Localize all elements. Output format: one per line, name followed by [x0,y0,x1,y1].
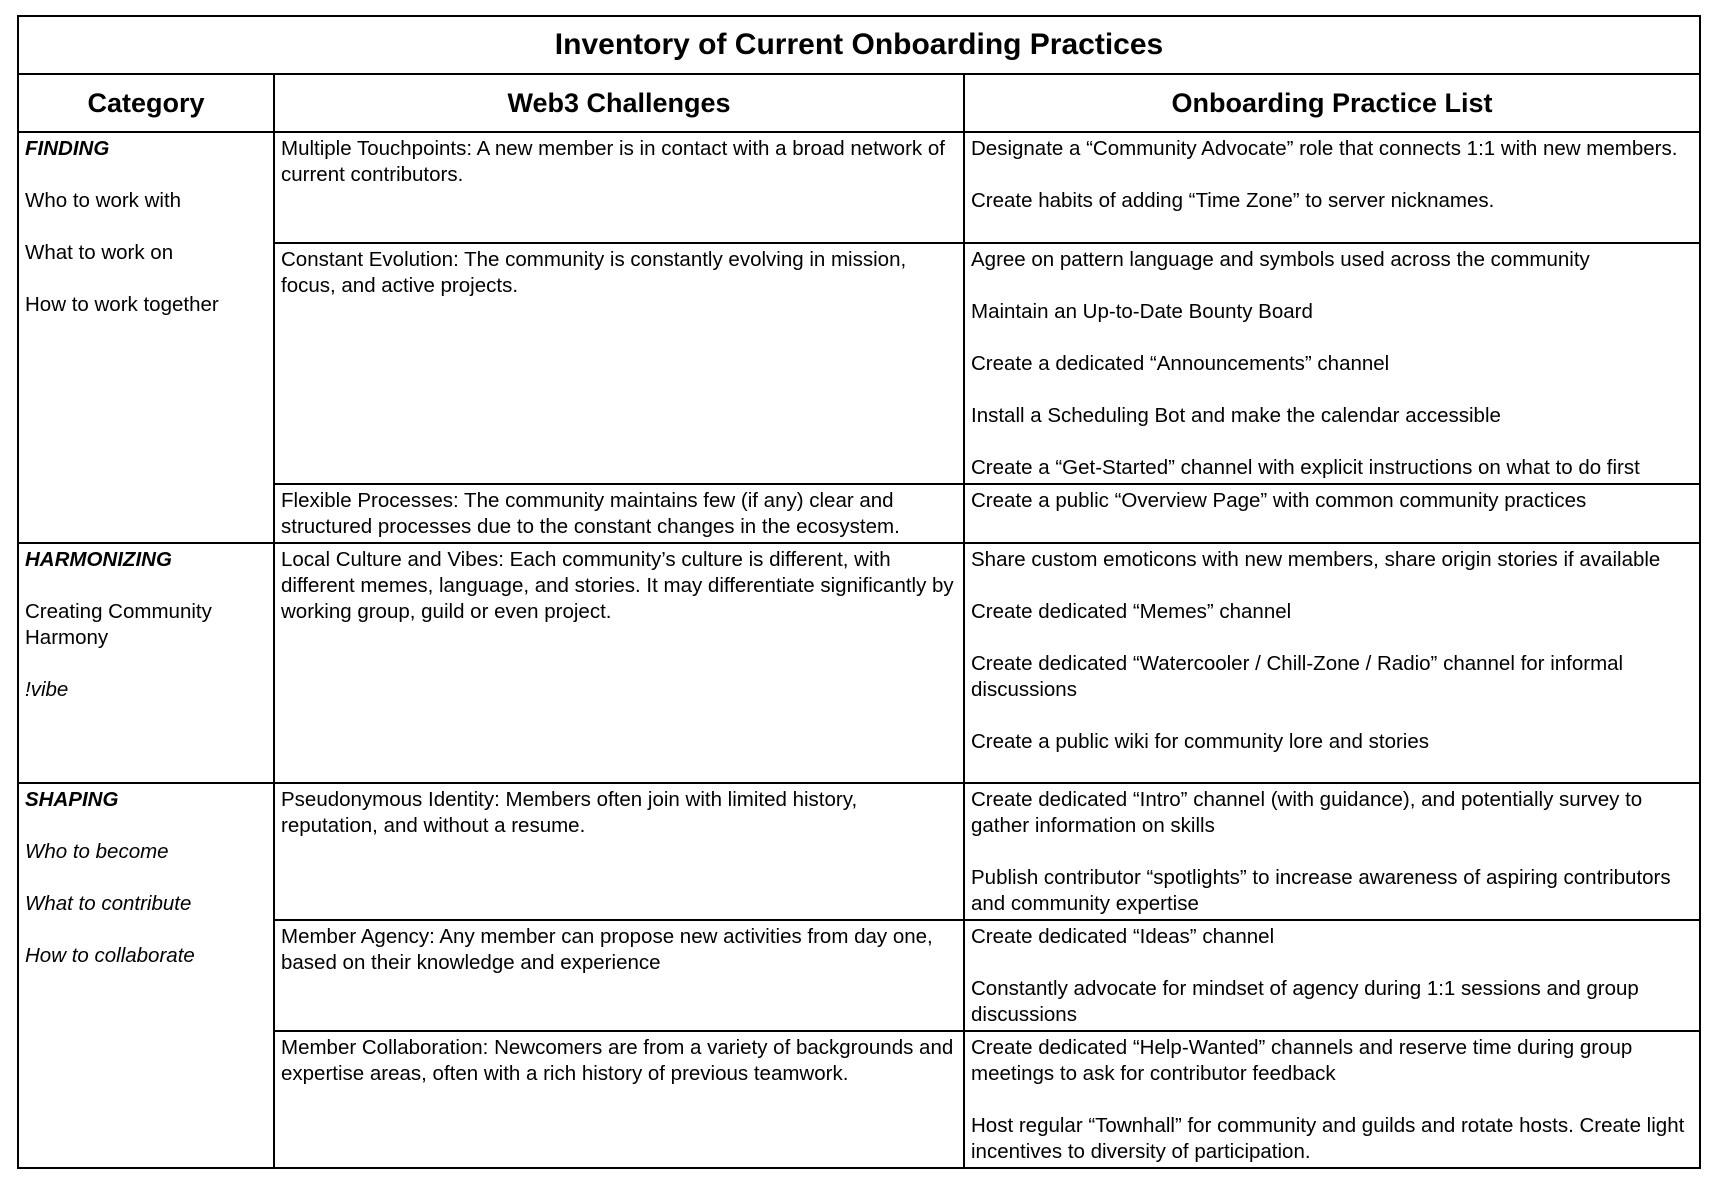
table-title: Inventory of Current Onboarding Practices [18,16,1700,74]
practice-cell [964,132,1700,243]
practice-cell [964,920,1700,1031]
practice-item: Designate a “Community Advocate” role that connects 1:1 with new members. [971,137,1678,160]
practice-item: Create dedicated “Intro” channel (with guidance), and potentially survey to gather information on skills [971,788,1643,837]
header-category: Category [18,74,274,132]
practice-cell [964,484,1700,543]
category-title: FINDING [25,137,110,160]
practice-cell [964,783,1700,920]
practice-cell [964,1031,1700,1168]
challenge-cell: Constant Evolution: The community is constantly evolving in mission, focus, and active projects. [274,243,964,484]
category-cell-finding [18,132,274,543]
practice-item: Create a “Get-Started” channel with explicit instructions on what to do first [971,456,1640,479]
category-item: What to work on [25,241,174,264]
header-web3-challenges: Web3 Challenges [274,74,964,132]
practice-item: Create dedicated “Ideas” channel [971,925,1275,948]
category-item: How to work together [25,293,219,316]
practice-cell [964,543,1700,783]
practice-item: Agree on pattern language and symbols used across the community [971,248,1590,271]
practice-item: Create dedicated “Watercooler / Chill-Zone / Radio” channel for informal discussions [971,652,1624,701]
practice-item: Install a Scheduling Bot and make the calendar accessible [971,404,1501,427]
category-item: Who to become [25,840,169,863]
table-row [18,783,1700,920]
challenge-cell: Multiple Touchpoints: A new member is in contact with a broad network of current contributors. [274,132,964,243]
inventory-table-container [17,15,1699,1169]
category-item: Who to work with [25,189,182,212]
practice-item: Create a dedicated “Announcements” channel [971,352,1390,375]
challenge-cell: Pseudonymous Identity: Members often join with limited history, reputation, and without a resume. [274,783,964,920]
inventory-table [17,15,1701,1169]
challenge-cell: Member Collaboration: Newcomers are from a variety of backgrounds and expertise areas, often with a rich history of previous teamwork. [274,1031,964,1168]
challenge-cell: Member Agency: Any member can propose new activities from day one, based on their knowledge and experience [274,920,964,1031]
practice-item: Create a public wiki for community lore and stories [971,730,1430,753]
category-item: What to contribute [25,892,192,915]
challenge-cell: Flexible Processes: The community maintains few (if any) clear and structured processes due to the constant changes in the ecosystem. [274,484,964,543]
practice-cell [964,243,1700,484]
practice-item: Create habits of adding “Time Zone” to server nicknames. [971,189,1495,212]
table-row [18,132,1700,243]
practice-item: Share custom emoticons with new members, share origin stories if available [971,548,1661,571]
practice-item: Create dedicated “Memes” channel [971,600,1292,623]
category-item: Creating Community Harmony [25,600,212,649]
category-item: !vibe [25,678,69,701]
practice-item: Create a public “Overview Page” with common community practices [971,489,1587,512]
category-cell-shaping [18,783,274,1168]
category-title: SHAPING [25,788,119,811]
header-onboarding-practice-list: Onboarding Practice List [964,74,1700,132]
practice-item: Constantly advocate for mindset of agency during 1:1 sessions and group discussions [971,977,1639,1026]
table-row [18,543,1700,783]
category-item: How to collaborate [25,944,195,967]
practice-item: Maintain an Up-to-Date Bounty Board [971,300,1313,323]
category-cell-harmonizing [18,543,274,783]
challenge-cell: Local Culture and Vibes: Each community’s culture is different, with different memes, language, and stories. It may differentiate significantly by working group, guild or even project. [274,543,964,783]
practice-item: Host regular “Townhall” for community and guilds and rotate hosts. Create light incentives to diversity of participation. [971,1114,1685,1163]
practice-item: Create dedicated “Help-Wanted” channels and reserve time during group meetings to ask for contributor feedback [971,1036,1633,1085]
category-title: HARMONIZING [25,548,172,571]
practice-item: Publish contributor “spotlights” to increase awareness of aspiring contributors and community expertise [971,866,1671,915]
